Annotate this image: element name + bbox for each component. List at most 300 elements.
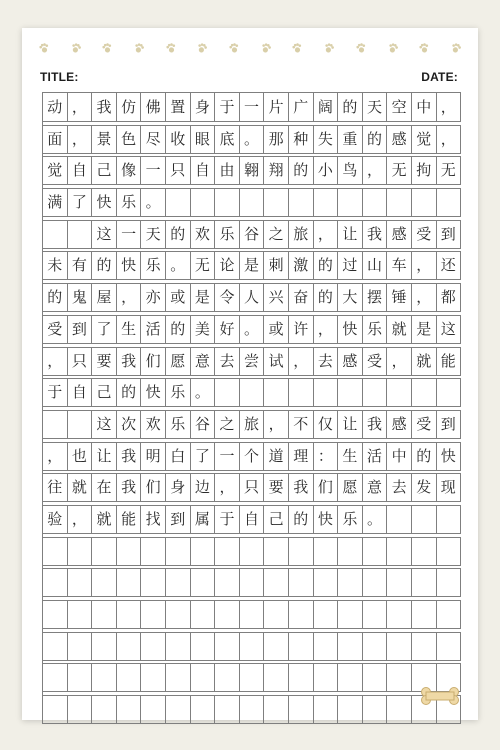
grid-cell [191,537,216,566]
grid-cell: 现 [437,473,462,502]
grid-cell [166,600,191,629]
grid-cell: 属 [191,505,216,534]
grid-cell: 往 [43,473,68,502]
grid-cell: 一 [240,93,265,122]
grid-cell: 能 [437,347,462,376]
grid-cell: 。 [363,505,388,534]
grid-cell: 己 [264,505,289,534]
paw-print-icon [68,40,83,55]
grid-row [43,537,461,566]
grid-cell: 我 [117,473,142,502]
grid-cell: 底 [215,125,240,154]
grid-cell: 无 [387,156,412,185]
grid-cell [166,632,191,661]
grid-cell [68,600,93,629]
grid-cell [289,663,314,692]
grid-cell: 边 [191,473,216,502]
grid-cell: 旅 [289,220,314,249]
grid-cell: 欢 [141,410,166,439]
grid-row [43,505,461,534]
grid-cell [264,695,289,724]
grid-cell [437,188,462,217]
grid-cell [166,537,191,566]
grid-cell: 乐 [141,251,166,280]
grid-cell [92,537,117,566]
grid-cell: 发 [412,473,437,502]
grid-cell: 自 [68,378,93,407]
grid-cell [191,663,216,692]
grid-cell: 我 [289,473,314,502]
grid-cell: 面 [43,125,68,154]
grid-cell: ， [314,315,339,344]
grid-cell [314,632,339,661]
grid-cell: 过 [338,251,363,280]
grid-cell [117,568,142,597]
grid-cell [240,378,265,407]
grid-cell: 天 [141,220,166,249]
grid-cell [338,378,363,407]
grid-cell: 试 [264,347,289,376]
grid-cell [437,537,462,566]
grid-cell [215,600,240,629]
grid-cell: 也 [68,442,93,471]
grid-cell [141,663,166,692]
grid-cell [43,695,68,724]
grid-cell [387,663,412,692]
grid-cell: 只 [166,156,191,185]
grid-cell: 失 [314,125,339,154]
grid-row [43,188,461,217]
grid-cell [240,632,265,661]
grid-cell: 中 [412,93,437,122]
grid-cell: 快 [141,378,166,407]
grid-cell: 的 [289,156,314,185]
grid-cell: 的 [363,125,388,154]
grid-row [43,347,461,376]
grid-cell [412,188,437,217]
grid-cell [314,537,339,566]
grid-cell: ， [412,251,437,280]
grid-cell: 的 [314,251,339,280]
grid-cell: 明 [141,442,166,471]
grid-cell: 不 [289,410,314,439]
grid-cell: 景 [92,125,117,154]
grid-cell: 旅 [240,410,265,439]
grid-cell: ， [289,347,314,376]
grid-cell [363,568,388,597]
grid-cell: 之 [215,410,240,439]
grid-cell: 愿 [338,473,363,502]
grid-cell: 觉 [412,125,437,154]
grid-row [43,663,461,692]
grid-cell [166,568,191,597]
grid-cell: 们 [141,347,166,376]
grid-cell: 乐 [363,315,388,344]
grid-cell [92,600,117,629]
grid-cell: 。 [166,251,191,280]
paw-print-icon [131,40,146,55]
grid-cell: 刺 [264,251,289,280]
grid-cell: 的 [92,251,117,280]
grid-cell: 是 [412,315,437,344]
grid-cell: 小 [314,156,339,185]
grid-cell: 一 [215,442,240,471]
grid-cell: 去 [314,347,339,376]
grid-cell: 让 [92,442,117,471]
grid-cell: 就 [412,347,437,376]
grid-row [43,632,461,661]
paw-print-icon [290,41,305,56]
grid-cell: 谷 [240,220,265,249]
grid-cell [215,663,240,692]
grid-cell: 。 [240,315,265,344]
grid-cell: 身 [191,93,216,122]
grid-cell [387,568,412,597]
grid-cell: 就 [68,473,93,502]
grid-cell: 奋 [289,283,314,312]
grid-cell [289,537,314,566]
grid-cell: 快 [92,188,117,217]
grid-cell: 只 [240,473,265,502]
grid-row [43,220,461,249]
grid-cell: ， [43,347,68,376]
grid-cell: 到 [437,220,462,249]
grid-cell [314,378,339,407]
grid-cell [215,632,240,661]
grid-cell [191,695,216,724]
grid-cell [363,663,388,692]
grid-cell: 验 [43,505,68,534]
grid-cell: ， [387,347,412,376]
grid-cell [338,600,363,629]
grid-cell [68,410,93,439]
grid-cell [338,695,363,724]
grid-cell: 意 [363,473,388,502]
grid-cell: 能 [117,505,142,534]
grid-cell [314,695,339,724]
grid-cell: 活 [141,315,166,344]
title-label: TITLE: [40,70,79,84]
grid-cell [141,537,166,566]
grid-cell [215,537,240,566]
grid-cell: 自 [191,156,216,185]
grid-cell [166,188,191,217]
grid-cell [264,568,289,597]
grid-cell: 置 [166,93,191,122]
grid-cell [437,632,462,661]
grid-cell: 。 [141,188,166,217]
grid-cell [215,695,240,724]
grid-cell: 色 [117,125,142,154]
grid-cell: 翱 [240,156,265,185]
grid-cell: 满 [43,188,68,217]
grid-cell: 的 [117,378,142,407]
grid-cell: 去 [387,473,412,502]
grid-cell [43,410,68,439]
grid-cell [92,663,117,692]
grid-cell: 鬼 [68,283,93,312]
grid-cell [68,220,93,249]
grid-cell [117,663,142,692]
grid-cell: 生 [117,315,142,344]
grid-cell: 身 [166,473,191,502]
grid-cell: 车 [387,251,412,280]
grid-cell: 无 [191,251,216,280]
grid-cell [437,378,462,407]
grid-cell [387,695,412,724]
grid-row [43,442,461,471]
grid-cell: ， [68,125,93,154]
grid-cell [240,568,265,597]
grid-cell [412,505,437,534]
grid-cell: 或 [264,315,289,344]
grid-cell [338,568,363,597]
grid-cell [141,600,166,629]
grid-cell [264,600,289,629]
writing-grid [42,92,461,724]
grid-cell [338,188,363,217]
grid-cell [387,537,412,566]
grid-cell: 一 [117,220,142,249]
grid-cell [43,632,68,661]
grid-cell: 受 [43,315,68,344]
grid-cell: 仅 [314,410,339,439]
grid-cell [264,537,289,566]
grid-cell: 让 [338,220,363,249]
grid-cell: ， [43,442,68,471]
paw-print-icon [195,40,210,55]
grid-cell: 感 [387,125,412,154]
grid-cell [191,188,216,217]
grid-cell: 片 [264,93,289,122]
grid-cell: 美 [191,315,216,344]
grid-row [43,156,461,185]
grid-cell: 好 [215,315,240,344]
grid-cell: ， [314,220,339,249]
grid-cell [117,695,142,724]
grid-cell: 理 [289,442,314,471]
grid-cell: 快 [117,251,142,280]
grid-cell: 让 [338,410,363,439]
grid-cell: 由 [215,156,240,185]
grid-cell: 觉 [43,156,68,185]
grid-cell: 天 [363,93,388,122]
grid-cell [314,600,339,629]
grid-cell: 受 [412,220,437,249]
grid-cell: 论 [215,251,240,280]
grid-cell: 这 [92,410,117,439]
grid-cell: 尝 [240,347,265,376]
grid-cell [68,537,93,566]
grid-cell: 收 [166,125,191,154]
grid-cell [437,505,462,534]
grid-cell [92,695,117,724]
grid-row [43,283,461,312]
grid-cell: 的 [289,505,314,534]
grid-cell: 佛 [141,93,166,122]
grid-cell: ， [215,473,240,502]
grid-cell: 己 [92,156,117,185]
grid-cell: 我 [363,410,388,439]
grid-cell: 受 [363,347,388,376]
grid-cell: 到 [437,410,462,439]
grid-cell: 的 [338,93,363,122]
notebook-page [22,28,478,720]
grid-cell: 大 [338,283,363,312]
paw-border [22,40,478,56]
grid-cell [338,663,363,692]
grid-cell: 就 [387,315,412,344]
grid-row [43,93,461,122]
grid-cell [117,600,142,629]
grid-cell: 快 [314,505,339,534]
grid-row [43,568,461,597]
grid-cell: 都 [437,283,462,312]
grid-cell: 活 [363,442,388,471]
grid-cell: 要 [264,473,289,502]
grid-cell [215,188,240,217]
grid-cell: 于 [215,93,240,122]
grid-cell: 屋 [92,283,117,312]
date-label: DATE: [421,70,458,84]
grid-cell [68,663,93,692]
grid-cell [166,695,191,724]
grid-cell: 在 [92,473,117,502]
grid-cell [191,600,216,629]
grid-cell [43,600,68,629]
paw-print-icon [258,40,273,55]
grid-row [43,473,461,502]
grid-cell [43,220,68,249]
grid-cell: 就 [92,505,117,534]
grid-cell: 欢 [191,220,216,249]
grid-cell: 了 [191,442,216,471]
grid-cell [191,568,216,597]
grid-cell: 还 [437,251,462,280]
grid-cell: 个 [240,442,265,471]
grid-cell [387,378,412,407]
grid-cell: ， [68,505,93,534]
grid-cell [338,537,363,566]
grid-cell: 的 [166,315,191,344]
grid-cell: 人 [240,283,265,312]
paw-print-icon [448,40,463,55]
grid-cell: 锤 [387,283,412,312]
grid-cell [68,568,93,597]
grid-cell [363,695,388,724]
grid-cell: 于 [43,378,68,407]
grid-cell: 意 [191,347,216,376]
paw-print-icon [163,41,178,56]
grid-cell [412,568,437,597]
grid-cell: 感 [338,347,363,376]
grid-cell: ， [437,125,462,154]
grid-cell [92,568,117,597]
grid-cell [387,188,412,217]
grid-cell [117,537,142,566]
grid-cell: 们 [314,473,339,502]
grid-cell: 中 [387,442,412,471]
paw-print-icon [385,40,400,55]
grid-row [43,695,461,724]
grid-cell: 无 [437,156,462,185]
grid-cell [412,632,437,661]
grid-cell: 到 [68,315,93,344]
grid-cell [264,632,289,661]
paw-print-icon [100,41,115,56]
grid-cell: 去 [215,347,240,376]
grid-cell [387,632,412,661]
grid-cell: 之 [264,220,289,249]
grid-cell [289,695,314,724]
grid-cell: 要 [92,347,117,376]
grid-cell: 是 [191,283,216,312]
grid-cell: 。 [240,125,265,154]
grid-cell [289,568,314,597]
grid-cell: 亦 [141,283,166,312]
grid-cell: 感 [387,220,412,249]
paw-print-icon [227,41,242,56]
grid-cell [412,600,437,629]
grid-row [43,600,461,629]
grid-cell [141,632,166,661]
grid-cell: 的 [412,442,437,471]
grid-cell: 空 [387,93,412,122]
grid-cell: 愿 [166,347,191,376]
grid-cell [264,663,289,692]
grid-cell [215,378,240,407]
grid-cell: 拘 [412,156,437,185]
paw-print-icon [322,40,337,55]
grid-row [43,378,461,407]
grid-cell: 像 [117,156,142,185]
grid-row [43,410,461,439]
grid-cell: 的 [166,220,191,249]
paw-print-icon [417,41,432,56]
grid-cell: 翔 [264,156,289,185]
grid-cell: ， [437,93,462,122]
grid-cell: ， [117,283,142,312]
grid-cell: 了 [92,315,117,344]
grid-cell: 有 [68,251,93,280]
grid-cell [240,663,265,692]
grid-cell: 白 [166,442,191,471]
grid-cell [264,188,289,217]
grid-cell: 乐 [215,220,240,249]
grid-cell [289,378,314,407]
grid-cell [240,537,265,566]
grid-cell [191,632,216,661]
grid-cell: 我 [363,220,388,249]
grid-cell [43,663,68,692]
grid-cell [43,537,68,566]
grid-cell: 乐 [166,410,191,439]
grid-cell [363,632,388,661]
grid-row [43,315,461,344]
grid-cell: 的 [314,283,339,312]
grid-cell: ， [264,410,289,439]
grid-cell: 己 [92,378,117,407]
grid-cell: 重 [338,125,363,154]
grid-cell [338,632,363,661]
grid-cell: 只 [68,347,93,376]
grid-cell [437,568,462,597]
grid-cell: 感 [387,410,412,439]
grid-cell: 动 [43,93,68,122]
grid-cell: 道 [264,442,289,471]
grid-cell: 是 [240,251,265,280]
grid-cell: ， [412,283,437,312]
